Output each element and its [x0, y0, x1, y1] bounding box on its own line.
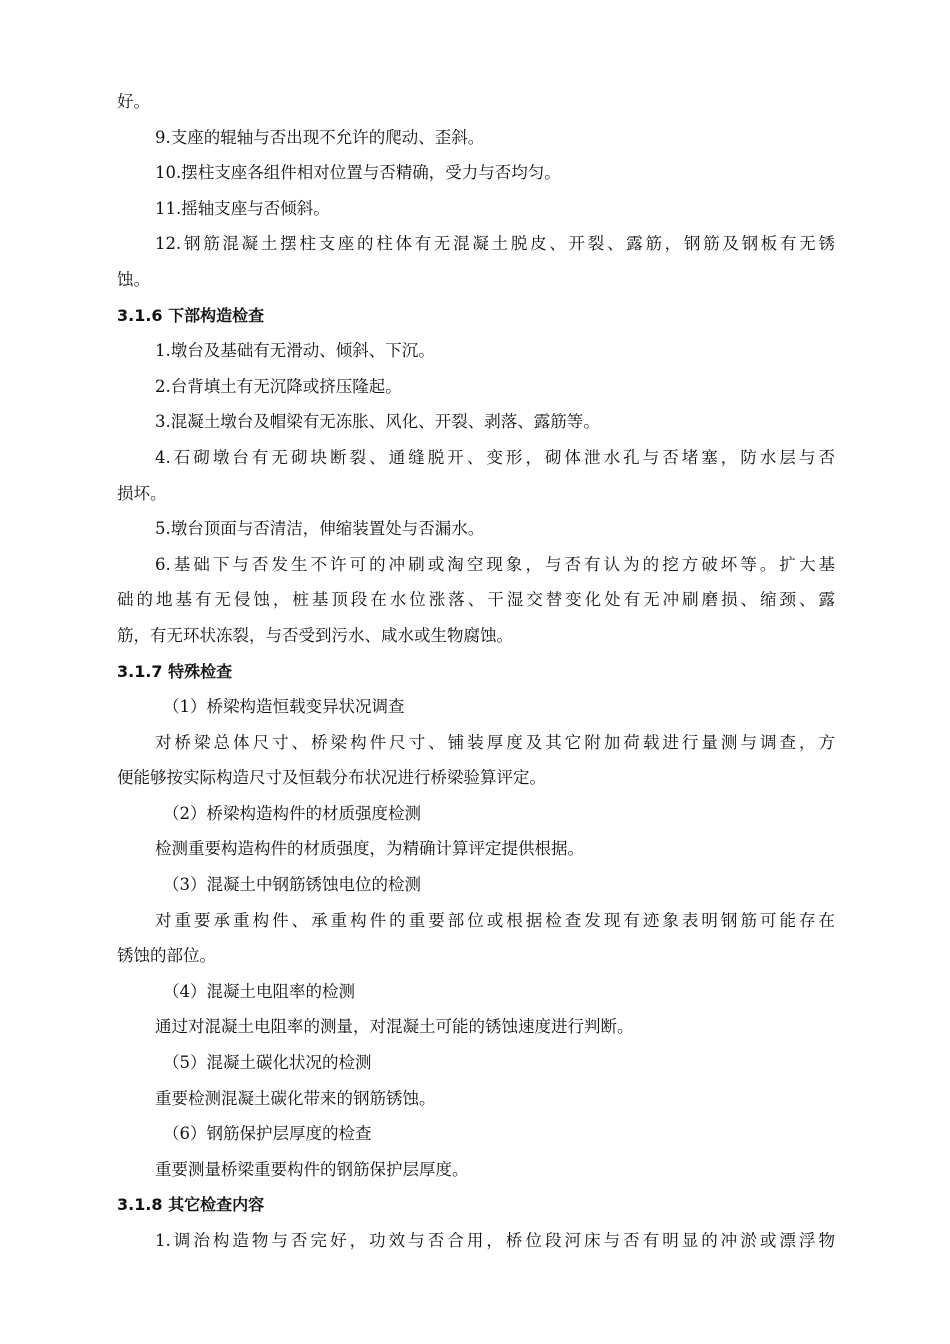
document-page	[117, 84, 835, 1259]
subheading-line: （6）钢筋保护层厚度的检查	[163, 1124, 372, 1144]
subheading-line: （2）桥梁构造构件的材质强度检测	[163, 803, 421, 823]
paragraph-line: 6.基础下与否发生不许可的冲刷或淘空现象，与否有认为的挖方破坏等。扩大基	[155, 554, 835, 574]
paragraph-line: 通过对混凝土电阻率的测量，对混凝土可能的锈蚀速度进行判断。	[155, 1017, 634, 1037]
paragraph-line: 5.墩台顶面与否清洁，伸缩装置处与否漏水。	[155, 519, 485, 539]
paragraph-line: 重要检测混凝土碳化带来的钢筋锈蚀。	[155, 1088, 436, 1108]
paragraph-line: 10.摆柱支座各组件相对位置与否精确，受力与否均匀。	[155, 163, 561, 183]
subheading-line: （5）混凝土碳化状况的检测	[163, 1053, 372, 1073]
paragraph-line: 12.钢筋混凝土摆柱支座的柱体有无混凝土脱皮、开裂、露筋，钢筋及钢板有无锈	[155, 234, 835, 254]
section-heading: 3.1.6 下部构造检查	[117, 305, 265, 325]
paragraph-line: 对桥梁总体尺寸、桥梁构件尺寸、铺装厚度及其它附加荷载进行量测与调查，方	[155, 732, 835, 752]
paragraph-line: 1.墩台及基础有无滑动、倾斜、下沉。	[155, 341, 435, 361]
paragraph-line: 锈蚀的部位。	[117, 946, 216, 966]
paragraph-line: 9.支座的辊轴与否出现不允许的爬动、歪斜。	[155, 127, 485, 147]
paragraph-line: 对重要承重构件、承重构件的重要部位或根据检查发现有迹象表明钢筋可能存在	[155, 910, 835, 930]
paragraph-line: 1.调治构造物与否完好，功效与否合用，桥位段河床与否有明显的冲淤或漂浮物	[155, 1231, 835, 1250]
paragraph-line: 便能够按实际构造尺寸及恒载分布状况进行桥梁验算评定。	[117, 768, 546, 788]
section-heading: 3.1.7 特殊检查	[117, 661, 233, 681]
paragraph-line: 础的地基有无侵蚀，桩基顶段在水位涨落、干湿交替变化处有无冲刷磨损、缩颈、露	[117, 590, 835, 610]
section-heading: 3.1.8 其它检查内容	[117, 1195, 265, 1215]
paragraph-line: 蚀。	[117, 269, 150, 289]
paragraph-line: 检测重要构造构件的材质强度，为精确计算评定提供根据。	[155, 839, 584, 859]
paragraph-line: 筋，有无环状冻裂，与否受到污水、咸水或生物腐蚀。	[117, 625, 513, 645]
paragraph-line: 11.摇轴支座与否倾斜。	[155, 198, 330, 218]
subheading-line: （1）桥梁构造恒载变异状况调查	[163, 697, 405, 717]
subheading-line: （4）混凝土电阻率的检测	[163, 981, 355, 1001]
paragraph-line: 重要测量桥梁重要构件的钢筋保护层厚度。	[155, 1159, 469, 1179]
paragraph-line: 好。	[117, 92, 150, 111]
paragraph-line: 2.台背填土有无沉降或挤压隆起。	[155, 376, 402, 396]
paragraph-line: 损坏。	[117, 483, 167, 503]
paragraph-line: 4.石砌墩台有无砌块断裂、通缝脱开、变形，砌体泄水孔与否堵塞，防水层与否	[155, 447, 835, 467]
paragraph-line: 3.混凝土墩台及帽梁有无冻胀、风化、开裂、剥落、露筋等。	[155, 412, 600, 432]
subheading-line: （3）混凝土中钢筋锈蚀电位的检测	[163, 875, 421, 895]
